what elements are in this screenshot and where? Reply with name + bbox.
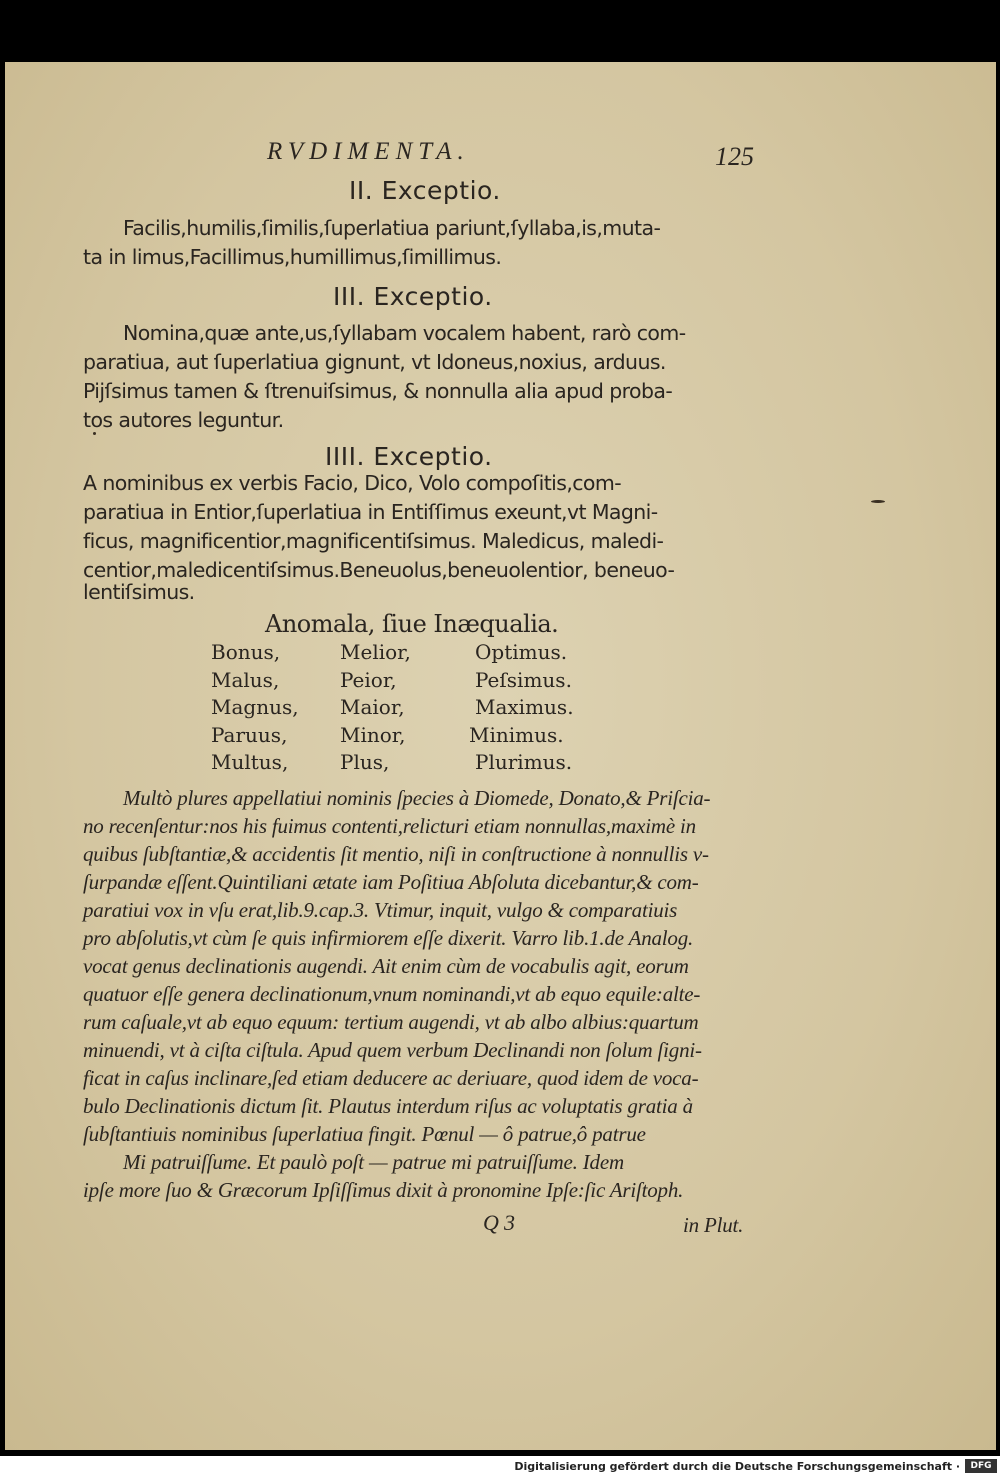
superlative-form: Optimus. <box>475 640 568 664</box>
superlative-form: Maximus. <box>475 695 574 719</box>
note-line: minuendi, vt à ciſta ciſtula. Apud quem verbum Declinandi non ſolum ſigni- <box>83 1038 702 1062</box>
running-title: RVDIMENTA. <box>267 138 470 165</box>
text-line: lentiſsimus. <box>83 580 195 604</box>
text-line: ficus, magnificentior,magnificentiſsimus. Maledicus, maledi- <box>83 529 664 553</box>
text-line: Nomina,quæ ante,us,ſyllabam vocalem habent, rarò com- <box>123 321 686 345</box>
text-line: paratiua, aut ſuperlatiua gignunt, vt Idoneus,noxius, arduus. <box>83 350 666 374</box>
positive-form: Magnus, <box>211 695 299 719</box>
comparative-form: Peior, <box>340 667 397 692</box>
heading-exceptio-2: II. Exceptio. <box>349 176 501 205</box>
note-line: rum caſuale,vt ab equo equum: tertium augendi, vt ab albo albius:quartum <box>83 1010 699 1034</box>
text-line: Facilis,humilis,ſimilis,ſuperlatiua pariunt,ſyllaba,is,muta- <box>123 216 661 240</box>
catchword: in Plut. <box>683 1213 744 1237</box>
comparative-form: Plus, <box>340 750 390 774</box>
note-line: paratiui vox in vſu erat,lib.9.cap.3. Vtimur, inquit, vulgo & comparatiuis <box>83 898 678 922</box>
text-line: tos autores leguntur. <box>83 408 284 432</box>
heading-exceptio-3: III. Exceptio. <box>333 282 493 311</box>
positive-form: Paruus, <box>211 722 288 747</box>
positive-form: Malus, <box>211 667 280 692</box>
text-line: centior,maledicentiſsimus.Beneuolus,beneuolentior, beneuo- <box>83 558 675 582</box>
note-line: ſubſtantiuis nominibus ſuperlatiua fingit. Pœnul — ô patrue,ô patrue <box>83 1122 646 1146</box>
comparative-form: Melior, <box>340 640 411 664</box>
funding-notice: Digitalisierung gefördert durch die Deutsche Forschungsgemeinschaft · <box>514 1460 960 1473</box>
text-line: paratiua in Entior,ſuperlatiua in Entiſſimus exeunt,vt Magni- <box>83 500 658 524</box>
heading-exceptio-4: IIII. Exceptio. <box>325 442 493 471</box>
note-line: no recenſentur:nos his fuimus contenti,relicturi etiam nonnullas,maximè in <box>83 814 696 838</box>
signature-mark: Q 3 <box>483 1210 515 1235</box>
note-line: ſurpandæ eſſent.Quintiliani ætate iam Poſitiua Abſoluta dicebantur,& com- <box>83 870 699 894</box>
superlative-form: Peſsimus. <box>475 667 572 692</box>
note-line: quatuor eſſe genera declinationum,vnum nominandi,vt ab equo equile:alte- <box>83 982 701 1006</box>
note-line: ipſe more ſuo & Græcorum Ipſiſſimus dixit à pronomine Ipſe:ſic Ariſtoph. <box>83 1178 684 1202</box>
page-number: 125 <box>715 142 754 171</box>
text-line: Pijſsimus tamen & ſtrenuiſsimus, & nonnulla alia apud proba- <box>83 379 673 403</box>
comparative-form: Minor, <box>340 722 406 747</box>
superlative-form: Plurimus. <box>475 750 573 774</box>
positive-form: Bonus, <box>211 640 281 664</box>
note-line: quibus ſubſtantiæ,& accidentis ſit mentio, niſi in conſtructione à nonnullis v- <box>83 842 709 866</box>
note-line: pro abſolutis,vt cùm ſe quis infirmiorem eſſe dixerit. Varro lib.1.de Analog. <box>83 926 694 950</box>
comparative-form: Maior, <box>340 695 405 719</box>
note-line: bulo Declinationis dictum ſit. Plautus interdum riſus ac voluptatis gratia à <box>83 1094 693 1118</box>
note-line: vocat genus declinationis augendi. Ait enim cùm de vocabulis agit, eorum <box>83 954 689 978</box>
note-line: Multò plures appellatiui nominis ſpecies à Diomede, Donato,& Priſcia- <box>123 786 711 810</box>
ink-spot <box>871 500 885 503</box>
note-line: Mi patruiſſume. Et paulò poſt — patrue mi patruiſſume. Idem <box>123 1150 624 1174</box>
note-line: ficat in caſus inclinare,ſed etiam deducere ac deriuare, quod idem de voca- <box>83 1066 699 1090</box>
footer-bar <box>0 1456 1000 1478</box>
text-line: ta in limus,Facillimus,humillimus,ſimillimus. <box>83 245 502 269</box>
positive-form: Multus, <box>211 750 289 774</box>
ink-spot <box>93 432 96 435</box>
superlative-form: Minimus. <box>469 722 564 747</box>
text-line: A nominibus ex verbis Facio, Dico, Volo compoſitis,com- <box>83 471 622 495</box>
anomala-title: Anomala, ſiue Inæqualia. <box>265 610 559 638</box>
dfg-logo: DFG <box>965 1459 997 1473</box>
